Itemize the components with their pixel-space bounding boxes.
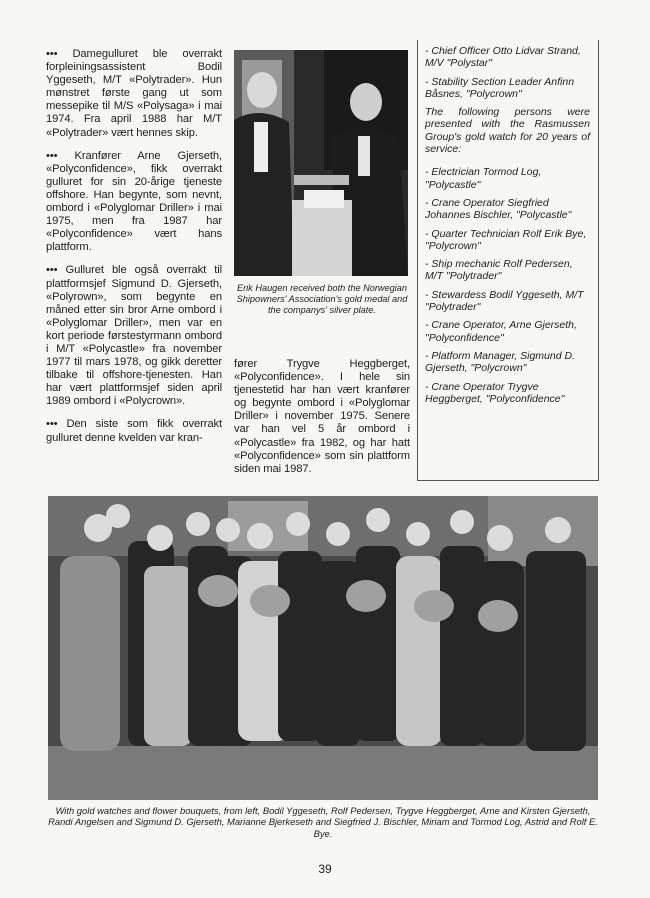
list-item: - Stewardess Bodil Yggeseth, M/T "Polytrader": [425, 288, 584, 314]
paragraph-sigmund-gjerseth: ••• Gulluret ble også overrakt til plattformsjef Sigmund D. Gjerseth, «Polyrown», som begynte en måned etter sin bror Arne ombord i «Polyglomar Driller», men var en kort periode førstestyrmann ombord i M/T «Polycastle» fra november 1977 til mars 1978, og gikk deretter tilbake til offshore-tjenesten. Han har vært plattformsjef siden april 1989 ombord i «Polycrown».: [46, 264, 222, 408]
list-item: - Platform Manager, Sigmund D. Gjerseth, "Polycrown": [425, 349, 575, 375]
award-list-box: [417, 40, 599, 481]
list-item: - Crane Operator Trygve Heggberget, "Polyconfidence": [425, 380, 565, 405]
medal-recipient-list: [418, 40, 598, 100]
list-item: - Crane Operator Siegfried Johannes Bischler, "Polycastle": [425, 196, 572, 222]
photo-group: [48, 496, 598, 800]
paragraph-arne-gjerseth: ••• Kranfører Arne Gjerseth, «Polyconfidence», fikk overrakt gulluret for sin 20-årige tjeneste offshore. Han begynte, som nevnt, ombord i «Polyglomar Driller» i mai 1975, men fra 1987 har «Polyconfidence» vært hans plattform.: [46, 149, 222, 254]
paragraph-yggeseth: ••• Damegulluret ble overrakt forpleiningsassistent Bodil Yggeseth, M/T «Polytrader». Hun mønstret første gang ut som messepike til M/S «Polysaga» i mai 1974. Fra april 1988 har M/T «Polytrader» vært hennes skip.: [46, 48, 222, 139]
photo-caption-top: Erik Haugen received both the Norwegian Shipowners' Association's gold medal and the companys' silver plate.: [236, 283, 408, 315]
paragraph-heggberget: fører Trygve Heggberget, «Polyconfidence». I hele sin tjenestetid har han vært kranfører og begynte ombord i «Polyglomar Driller» i november 1975. Senere var han vel 5 år ombord i «Polycastle» fra 1982, og har hatt «Polyconfidence» som sin plattform siden mai 1987.: [234, 358, 410, 475]
photo-caption-bottom: With gold watches and flower bouquets, from left, Bodil Yggeseth, Rolf Pedersen, Trygve Heggberget, Arne and Kirsten Gjerseth, Randi Angelsen and Sigmund D. Gjerseth, Marianne Bjerkeseth and Siegfried J. Bischler, Miriam and Tormod Log, Astrid and Rolf E. Bye.: [48, 805, 598, 839]
column-one: [46, 48, 222, 455]
list-item: - Quarter Technician Rolf Erik Bye, "Polycrown": [425, 227, 587, 252]
column-two: [234, 358, 410, 476]
list-item: - Chief Officer Otto Lidvar Strand, M/V "Polystar": [425, 45, 581, 70]
gold-watch-intro: The following persons were presented with the Rasmussen Group's gold watch for 20 years of service:: [425, 106, 590, 156]
photo-erik-haugen: [234, 50, 408, 276]
list-item: - Crane Operator, Arne Gjerseth, "Polyconfidence": [425, 319, 577, 344]
list-item: - Electrician Tormod Log, "Polycastle": [425, 166, 542, 191]
gold-watch-recipient-list: [418, 161, 598, 405]
list-item: - Ship mechanic Rolf Pedersen, M/T "Polytrader": [425, 258, 573, 283]
page-number: 39: [318, 862, 332, 876]
list-item: - Stability Section Leader Anfinn Båsnes, "Polycrown": [425, 75, 575, 100]
paragraph-last-recipient: ••• Den siste som fikk overrakt gulluret denne kvelden var kran-: [46, 418, 222, 444]
